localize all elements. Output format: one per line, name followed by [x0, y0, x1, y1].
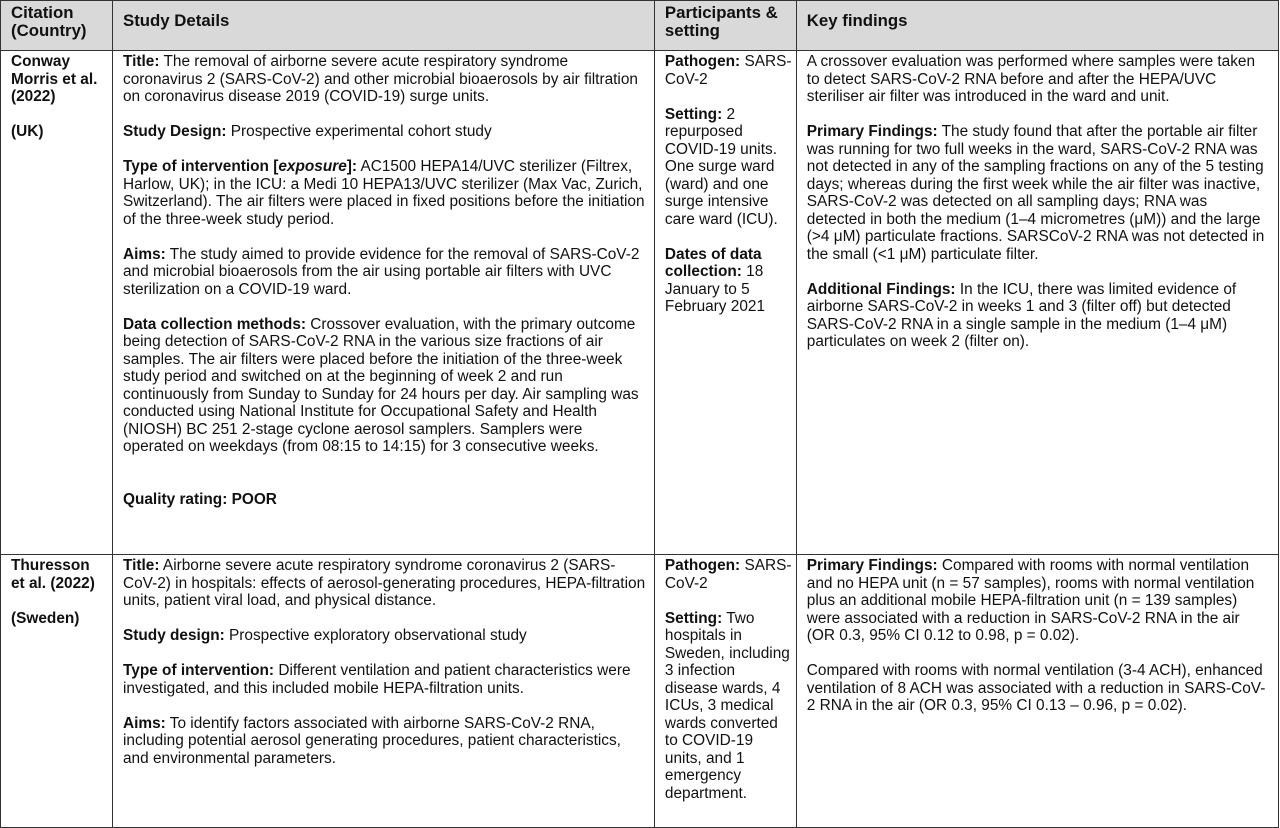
primary-label: Primary Findings: — [806, 123, 938, 140]
pathogen — [665, 557, 792, 592]
dates-text: 18 January to 5 February 2021 — [664, 263, 766, 315]
dates-label: Dates of data collection: — [664, 245, 762, 280]
citation-cell — [1, 555, 113, 828]
title-label: Title: — [123, 557, 160, 574]
primary-text: The study found that after the portable air filter was running for two full weeks in the ward, SARS-CoV-2 RNA was not detected in any of the sampling fractions on any of the 5 testing days; whereas during the first week while the air filter was inactive, SARS-CoV-2 was detected on all sampling days; RNA was detected in both the medium (1–4 micrometres (μM)) and the large (>4 μM) particulate fractions. SARSCoV-2 RNA was not detected in the small (<1 μM) particulate filter. — [806, 123, 1265, 263]
finding-intro: A crossover evaluation was performed where samples were taken to detect SARS-CoV-2 RNA before and after the HEPA/UVC steriliser air filter was introduced in the ward and unit. — [806, 53, 1256, 105]
participants-cell — [654, 555, 796, 828]
additional-findings — [807, 281, 1270, 351]
intervention-text: AC1500 HEPA14/UVC sterilizer (Filtrex, Harlow, UK); in the ICU: a Medi 10 HEPA13/UVC sterilizer (Max Vac, Zurich, Switzerland). The air filters were placed in fixed positions before the initiation of the three-week study period. — [123, 158, 645, 228]
setting — [665, 106, 792, 229]
citation-text: Conway Morris et al. (2022) — [11, 53, 98, 105]
study-title — [123, 557, 646, 610]
pathogen — [665, 53, 792, 88]
country-text: (Sweden) — [11, 609, 80, 627]
setting-label: Setting: — [664, 609, 723, 627]
study-details-cell — [113, 555, 655, 828]
table-header-row — [1, 1, 1279, 51]
study-intervention — [123, 662, 646, 697]
study-aims — [123, 715, 646, 768]
aims-label: Aims: — [123, 245, 166, 263]
study-intervention — [123, 158, 646, 228]
participants-cell — [654, 51, 796, 555]
setting-text: 2 repurposed COVID-19 units. One surge ward (ward) and one surge intensive care ward (ICU). — [664, 105, 778, 228]
design-text: Prospective exploratory observational study — [224, 627, 527, 644]
additional-label: Additional Findings: — [806, 280, 956, 298]
quality-label: Quality rating: POOR — [123, 490, 277, 508]
title-text: The removal of airborne severe acute respiratory syndrome coronavirus 2 (SARS-CoV-2) and other microbial bioaerosols by air filtration on coronavirus disease 2019 (COVID-19) surge units. — [123, 53, 638, 105]
methods-text: Crossover evaluation, with the primary outcome being detection of SARS-CoV-2 RNA in the various size fractions of air samples. The air filters were placed before the initiation of the three-week study period and switched on at the beginning of week 2 and run continuously from Sunday to Sunday for 24 hours per day. Air sampling was conducted using National Institute for Occupational Safety and Health (NIOSH) BC 251 2-stage cyclone aerosol samplers. Samplers were operated on weekdays (from 08:15 to 14:15) for 3 consecutive weeks. — [123, 315, 639, 455]
primary-findings — [807, 557, 1270, 645]
citation-text: Thuresson et al. (2022) — [11, 557, 95, 592]
header-key-findings: Key findings — [796, 1, 1278, 51]
citation-cell — [1, 51, 113, 555]
additional-text: In the ICU, there was limited evidence of airborne SARS-CoV-2 in weeks 1 and 3 (filter off) but detected SARS-CoV-2 RNA in a single sample in the medium (1–4 μM) particulates on week 2 (filter on). — [806, 280, 1237, 350]
pathogen-text: SARS-CoV-2 — [664, 53, 792, 88]
header-study-details: Study Details — [113, 1, 655, 51]
intervention-text: Different ventilation and patient characteristics were investigated, and this included mobile HEPA-filtration units. — [123, 662, 631, 697]
findings-cell — [796, 51, 1278, 555]
aims-label: Aims: — [123, 714, 166, 732]
aims-text: To identify factors associated with airborne SARS-CoV-2 RNA, including potential aerosol generating procedures, patient characteristics, and environmental parameters. — [123, 714, 621, 767]
intervention-label: Type of intervention: — [123, 662, 275, 679]
dates — [665, 246, 792, 316]
primary-findings — [807, 123, 1270, 263]
study-design — [123, 627, 646, 645]
country-text: (UK) — [11, 123, 44, 140]
study-title — [123, 53, 646, 106]
study-details-cell — [113, 51, 655, 555]
study-design — [123, 123, 646, 141]
table-row — [1, 555, 1279, 828]
setting — [665, 610, 792, 803]
header-participants: Participants & setting — [654, 1, 796, 51]
header-citation: Citation (Country) — [1, 1, 113, 51]
table-row — [1, 51, 1279, 555]
aims-text: The study aimed to provide evidence for the removal of SARS-CoV-2 and microbial bioaerosols from the air using portable air filters with UVC sterilization on a COVID-19 ward. — [123, 245, 640, 298]
primary-label: Primary Findings: — [806, 557, 938, 574]
study-aims — [123, 246, 646, 299]
intervention-label-a: Type of intervention [ — [123, 158, 279, 175]
primary-text: Compared with rooms with normal ventilation and no HEPA unit (n = 57 samples), rooms with normal ventilation plus an additional mobile HEPA-filtration unit (n = 139 samples) were associated with a reduction in SARS-CoV-2 RNA in the air (OR 0.3, 95% CI 0.12 to 0.98, p = 0.02). — [806, 557, 1255, 644]
findings-cell — [796, 555, 1278, 828]
design-text: Prospective experimental cohort study — [226, 123, 492, 140]
study-methods — [123, 316, 646, 456]
setting-text: Two hospitals in Sweden, including 3 infection disease wards, 4 ICUs, 3 medical wards converted to COVID-19 units, and 1 emergency department. — [664, 609, 790, 802]
design-label: Study design: — [123, 627, 225, 644]
secondary-findings: Compared with rooms with normal ventilation (3-4 ACH), enhanced ventilation of 8 ACH was associated with a reduction in SARS-CoV-2 RNA in the air (OR 0.3, 95% CI 0.13 – 0.96, p = 0.02). — [806, 662, 1266, 714]
intervention-label-b: ]: — [346, 158, 358, 175]
methods-label: Data collection methods: — [123, 315, 307, 333]
title-label: Title: — [123, 53, 160, 70]
design-label: Study Design: — [123, 123, 227, 140]
study-quality — [123, 491, 646, 509]
intervention-label-em: exposure — [278, 158, 347, 175]
setting-label: Setting: — [664, 105, 723, 123]
pathogen-label: Pathogen: — [664, 53, 741, 70]
title-text: Airborne severe acute respiratory syndrome coronavirus 2 (SARS-CoV-2) in hospitals: effects of aerosol-generating procedures, HEPA-filtration units, patient viral load, and physical distance. — [123, 557, 646, 609]
pathogen-label: Pathogen: — [664, 557, 741, 574]
intervention-label — [123, 158, 357, 175]
pathogen-text: SARS-CoV-2 — [664, 557, 792, 592]
